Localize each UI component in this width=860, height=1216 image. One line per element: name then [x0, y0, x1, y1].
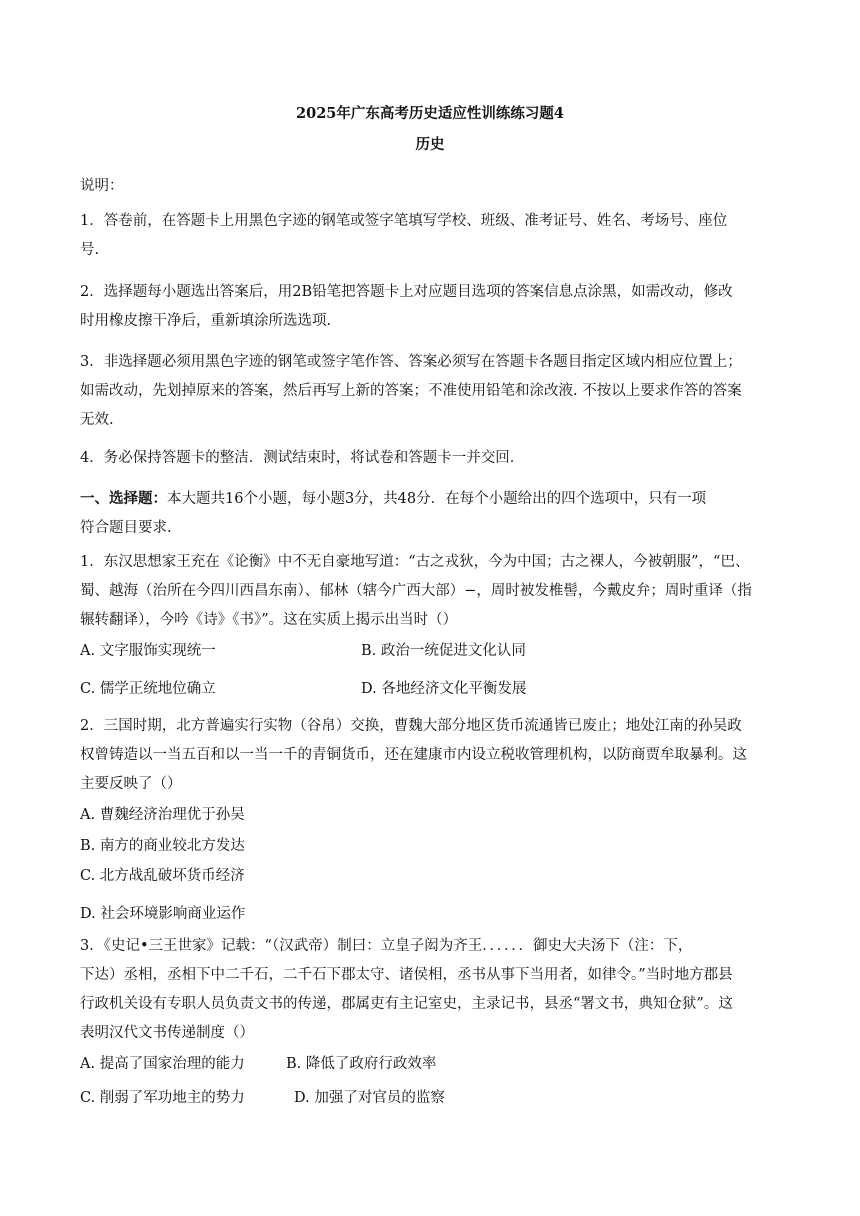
- question-line: 蜀、越海（治所在今四川西昌东南）、郁林（辖今广西大部）−，周时被发椎髻，今戴皮弁；周时重译（指: [80, 583, 752, 599]
- instruction-line: 4．务必保持答题卡的整洁．测试结束时，将试卷和答题卡一并交回．: [80, 450, 525, 466]
- option-d: D. 社会环境影响商业运作: [80, 906, 246, 922]
- section-heading: 一、选择题：: [80, 490, 167, 507]
- instruction-line: 3．非选择题必须用黑色字迹的钢笔或签字笔作答、答案必须写在答题卡各题目指定区域内相应位置上；: [80, 354, 742, 370]
- question-line: 1．东汉思想家王充在《论衡》中不无自豪地写道：“古之戎狄，今为中国；古之裸人，今被朝服”，“巴、: [80, 554, 750, 570]
- option-a: A. 提高了国家治理的能力: [80, 1056, 245, 1072]
- section-desc-line: 符合题目要求.: [80, 520, 172, 536]
- option-b: B. 政治一统促进文化认同: [361, 643, 526, 659]
- option-c: C. 北方战乱破坏货币经济: [80, 868, 245, 884]
- option-a: A. 文字服饰实现统一: [80, 643, 216, 659]
- instruction-line: 如需改动，先划掉原来的答案，然后再写上新的答案；不准使用铅笔和涂改液. 不按以上要求作答的答案: [80, 383, 742, 399]
- option-b: B. 降低了政府行政效率: [286, 1056, 437, 1072]
- instruction-line: 号.: [80, 242, 100, 258]
- option-b: B. 南方的商业较北方发达: [80, 838, 245, 854]
- instruction-line: 时用橡皮擦干净后，重新填涂所选选项.: [80, 313, 332, 329]
- option-c: C. 儒学正统地位确立: [80, 681, 216, 697]
- document-title: 2025年广东高考历史适应性训练练习题4: [296, 105, 564, 122]
- section-desc: 本大题共16个小题，每小题3分，共48分．在每个小题给出的四个选项中，只有一项: [167, 491, 707, 507]
- instructions-label: 说明：: [80, 178, 124, 194]
- question-line: 主要反映了（）: [80, 776, 182, 792]
- option-d: D. 加强了对官员的监察: [294, 1090, 445, 1106]
- instruction-line: 2．选择题每小题选出答案后，用2B铅笔把答题卡上对应题目选项的答案信息点涂黑，如需改动，修改: [80, 284, 733, 300]
- question-line: 表明汉代文书传递制度（）: [80, 1025, 254, 1041]
- instruction-line: 1．答卷前，在答题卡上用黑色字迹的钢笔或签字笔填写学校、班级、准考证号、姓名、考场号、座位: [80, 213, 728, 229]
- subject-title: 历史: [415, 136, 445, 153]
- question-line: 辗转翻译），今吟《诗》《书》”。这在实质上揭示出当时（）: [80, 612, 458, 628]
- option-d: D. 各地经济文化平衡发展: [361, 681, 527, 697]
- question-line: 2．三国时期，北方普遍实行实物（谷帛）交换，曹魏大部分地区货币流通皆已废止；地处江南的孙吴政: [80, 718, 742, 734]
- question-line: 权曾铸造以一当五百和以一当一千的青铜货币，还在建康市内设立税收管理机构，以防商贾牟取暴利。这: [80, 747, 747, 763]
- option-c: C. 削弱了军功地主的势力: [80, 1090, 245, 1106]
- question-line: 下达）丞相，丞相下中二千石，二千石下郡太守、诸侯相，丞书从事下当用者，如律令。”当时地方郡县: [80, 967, 733, 983]
- question-line: 行政机关设有专职人员负责文书的传递，郡属吏有主记室史，主录记书，县丞“署文书，典知仓狱”。这: [80, 996, 733, 1012]
- section-intro: [80, 489, 706, 509]
- option-a: A. 曹魏经济治理优于孙吴: [80, 807, 245, 823]
- instruction-line: 无效.: [80, 412, 114, 428]
- question-line: 3．《史记•三王世家》记载：“（汉武帝）制曰：立皇子闳为齐王．．．．．．御史大夫汤下（注：下，: [80, 938, 693, 954]
